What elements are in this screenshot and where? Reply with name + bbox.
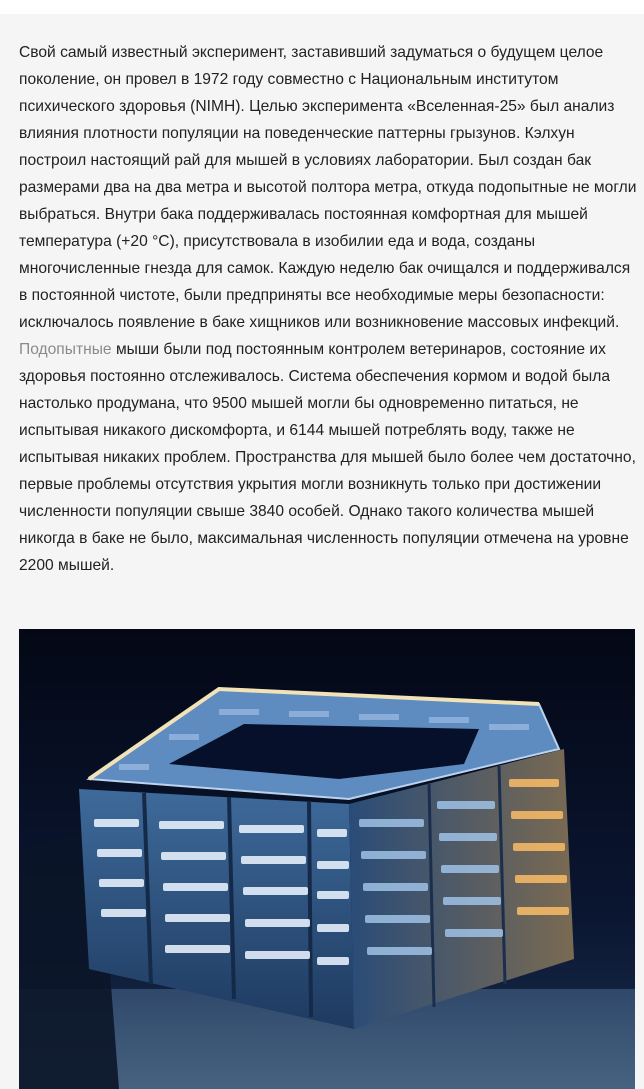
paragraph-text-start: Свой самый известный эксперимент, заставивший задуматься о будущем целое поколение, он провел в 1972 году совместно с Национальным институтом психического здоровья (NIMH). Целью эксперимента «Вселенная-25» был анализ влияния плотности популяции на поведенческие паттерны грызунов. Кэлхун построил настоящий рай для мышей в условиях лаборатории. Был создан бак размерами два на два метра и высотой полтора метра, откуда подопытные не могли выбраться. Внутри бака поддерживалась постоянная комфортная для мышей температура (+20 °C), присутствовала в изобилии еда и вода, созданы многочисленные гнезда для самок. Каждую неделю бак очищался и поддерживался в постоянной чистоте, были предприняты все необходимые меры безопасности: исключалось появление в баке хищников или возникновение массовых инфекций.	[19, 44, 637, 331]
universe-25-enclosure-photo	[19, 629, 635, 1089]
article-container	[0, 14, 644, 1089]
test-subjects-link[interactable]: Подопытные	[19, 341, 112, 358]
enclosure-illustration	[19, 629, 635, 1089]
paragraph-text-end: мыши были под постоянным контролем ветеринаров, состояние их здоровья постоянно отслеживалось. Система обеспечения кормом и водой была настолько продумана, что 9500 мышей могли бы одновременно питаться, не испытывая никакого дискомфорта, и 6144 мышей потреблять воду, также не испытывая никаких проблем. Пространства для мышей было более чем достаточно, первые проблемы отсутствия укрытия могли возникнуть только при достижении численности популяции свыше 3840 особей. Однако такого количества мышей никогда в баке не было, максимальная численность популяции отмечена на уровне 2200 мышей.	[19, 341, 636, 574]
article-paragraph	[19, 39, 639, 579]
